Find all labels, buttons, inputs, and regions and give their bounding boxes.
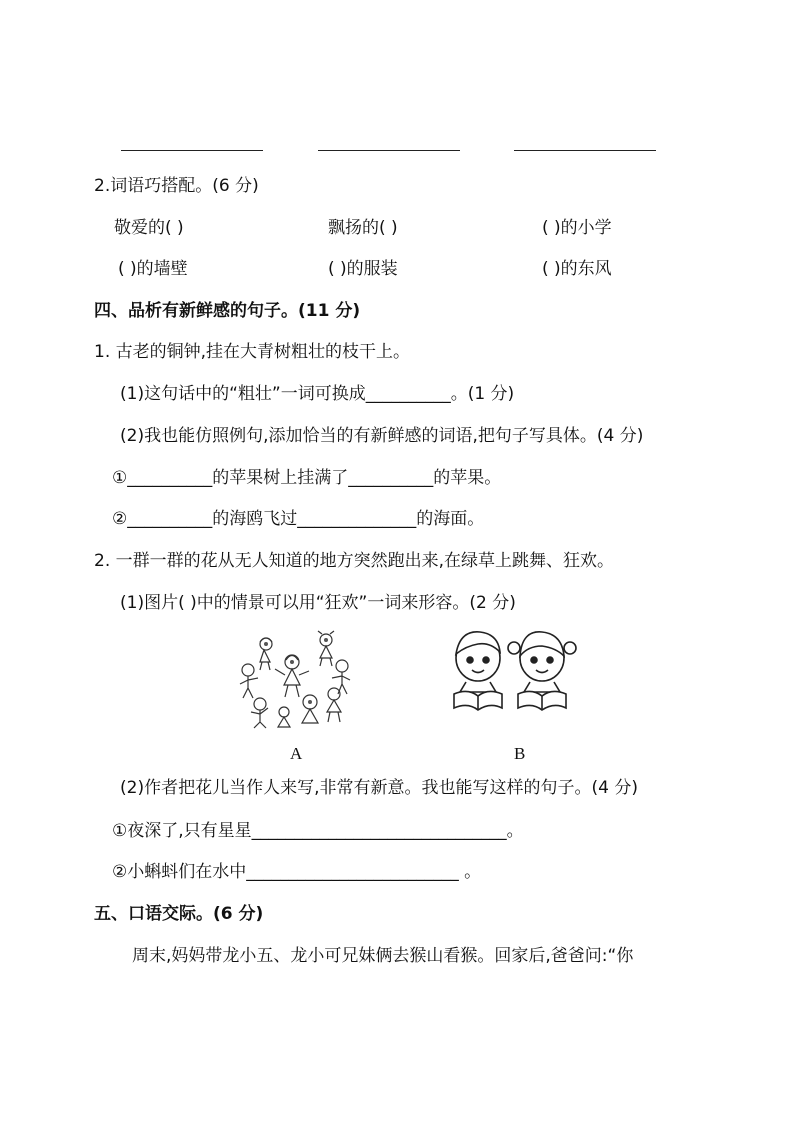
match-row1-item2: 飘扬的( ): [328, 218, 398, 238]
s4-q1-answer2: ②__________的海鸥飞过______________的海面。: [112, 509, 485, 529]
match-row2-item2: ( )的服装: [328, 259, 398, 279]
match-row2-item3: ( )的东风: [542, 259, 612, 279]
s4-q2-answer1: ①夜深了,只有星星______________________________。: [112, 821, 524, 841]
s4-q2-answer2: ②小蝌蚪们在水中_________________________ 。: [112, 862, 482, 882]
picture-b-children-reading: [448, 628, 578, 720]
s4-q2-part2: (2)作者把花儿当作人来写,非常有新意。我也能写这样的句子。(4 分): [120, 778, 638, 798]
s4-q1-part1: (1)这句话中的“粗壮”一词可换成__________。(1 分): [120, 384, 515, 404]
s4-q1-answer1: ①__________的苹果树上挂满了__________的苹果。: [112, 468, 502, 488]
q2-title: 2.词语巧搭配。(6 分): [94, 176, 259, 196]
s4-q1-stem: 1. 古老的铜钟,挂在大青树粗壮的枝干上。: [94, 342, 411, 362]
answer-blank-2: [318, 150, 460, 151]
section5-paragraph: 周末,妈妈带龙小五、龙小可兄妹俩去猴山看猴。回家后,爸爸问:“你: [132, 946, 634, 966]
picture-a-dancing-children: [236, 630, 358, 730]
match-row1-item3: ( )的小学: [542, 218, 612, 238]
match-row1-item1: 敬爱的( ): [114, 218, 184, 238]
match-row2-item1: ( )的墙壁: [118, 259, 188, 279]
section4-title: 四、品析有新鲜感的句子。(11 分): [94, 301, 361, 321]
answer-blank-1: [121, 150, 263, 151]
s4-q1-part2: (2)我也能仿照例句,添加恰当的有新鲜感的词语,把句子写具体。(4 分): [120, 426, 644, 446]
section5-title: 五、口语交际。(6 分): [94, 904, 264, 924]
s4-q2-stem: 2. 一群一群的花从无人知道的地方突然跑出来,在绿草上跳舞、狂欢。: [94, 551, 615, 571]
s4-q2-part1: (1)图片( )中的情景可以用“狂欢”一词来形容。(2 分): [120, 593, 516, 613]
picture-a-caption: A: [290, 744, 303, 763]
answer-blank-3: [514, 150, 656, 151]
picture-b-caption: B: [514, 744, 526, 763]
